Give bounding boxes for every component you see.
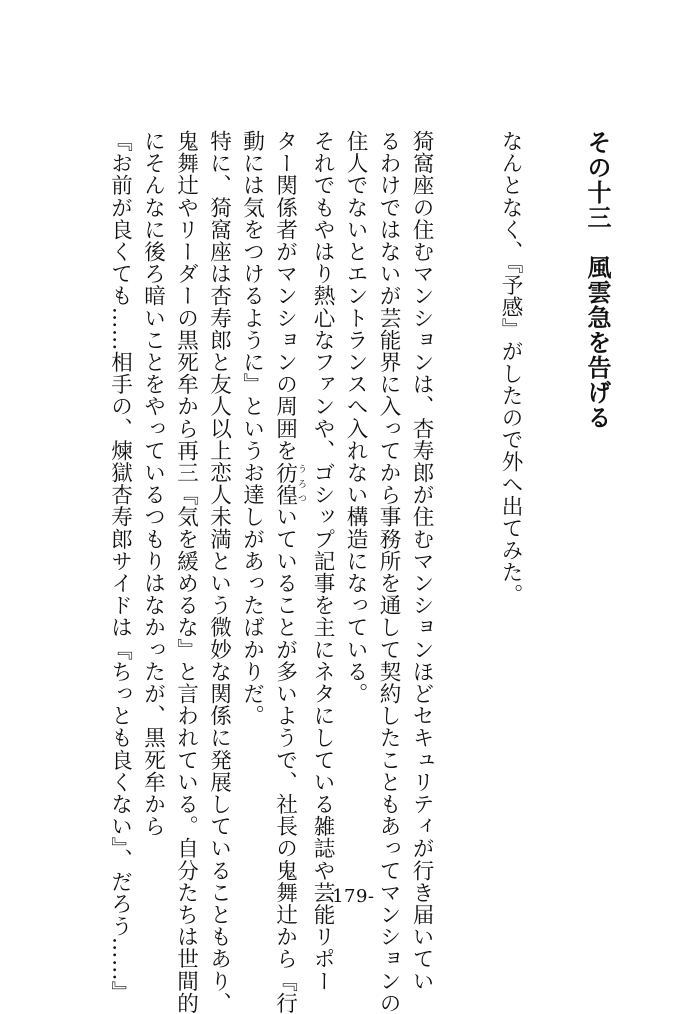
body-line-3: るわけではないが芸能界に入ってから事務所を通して契約したこともあってマンションの <box>376 130 401 1014</box>
body-line-5: それでもやはり熱心なファンや、ゴシップ記事を主にネタにしている雑誌や芸能リポー <box>310 130 335 992</box>
chapter-title: その十三 風雲急を告げる <box>583 130 611 430</box>
page-number: -179- <box>325 886 375 907</box>
body-line-8: 特に、猗窩座は杏寿郎と友人以上恋人未満という微妙な関係に発展していることもあり、 <box>206 130 232 1014</box>
ruby-annotation: 彷徨うろつ <box>272 461 306 506</box>
body-line-4: 住人でないとエントランスへ入れない構造になっている。 <box>343 130 368 705</box>
body-line-2: 猗窩座の住むマンションは、杏寿郎が住むマンションほどセキュリティが行き届いてい <box>409 130 434 992</box>
body-line-9: 鬼舞辻やリーダーの黒死牟から再三『気を緩めるな』と言われている。自分たちは世間的 <box>173 130 199 1014</box>
ruby-reading: うろつ <box>296 461 306 506</box>
body-line-10: にそんなに後ろ暗いことをやっているつもりはなかったが、黒死牟から <box>140 130 166 838</box>
body-line-11: 『お前が良くても……相手の、煉獄杏寿郎サイドは『ちっとも良くない』、だろう……』 <box>107 130 133 1004</box>
body-line-6 <box>269 130 307 1014</box>
body-line-1: なんとなく、『予感』がしたので外へ出てみた。 <box>498 130 523 606</box>
body-line-7: 動には気をつけるように』というお達しがあったばかりだ。 <box>239 130 265 727</box>
body-line-6-text: ター関係者がマンションの周囲を彷徨うろついていることが多いようで、社長の鬼舞辻から『行 <box>272 130 306 1014</box>
